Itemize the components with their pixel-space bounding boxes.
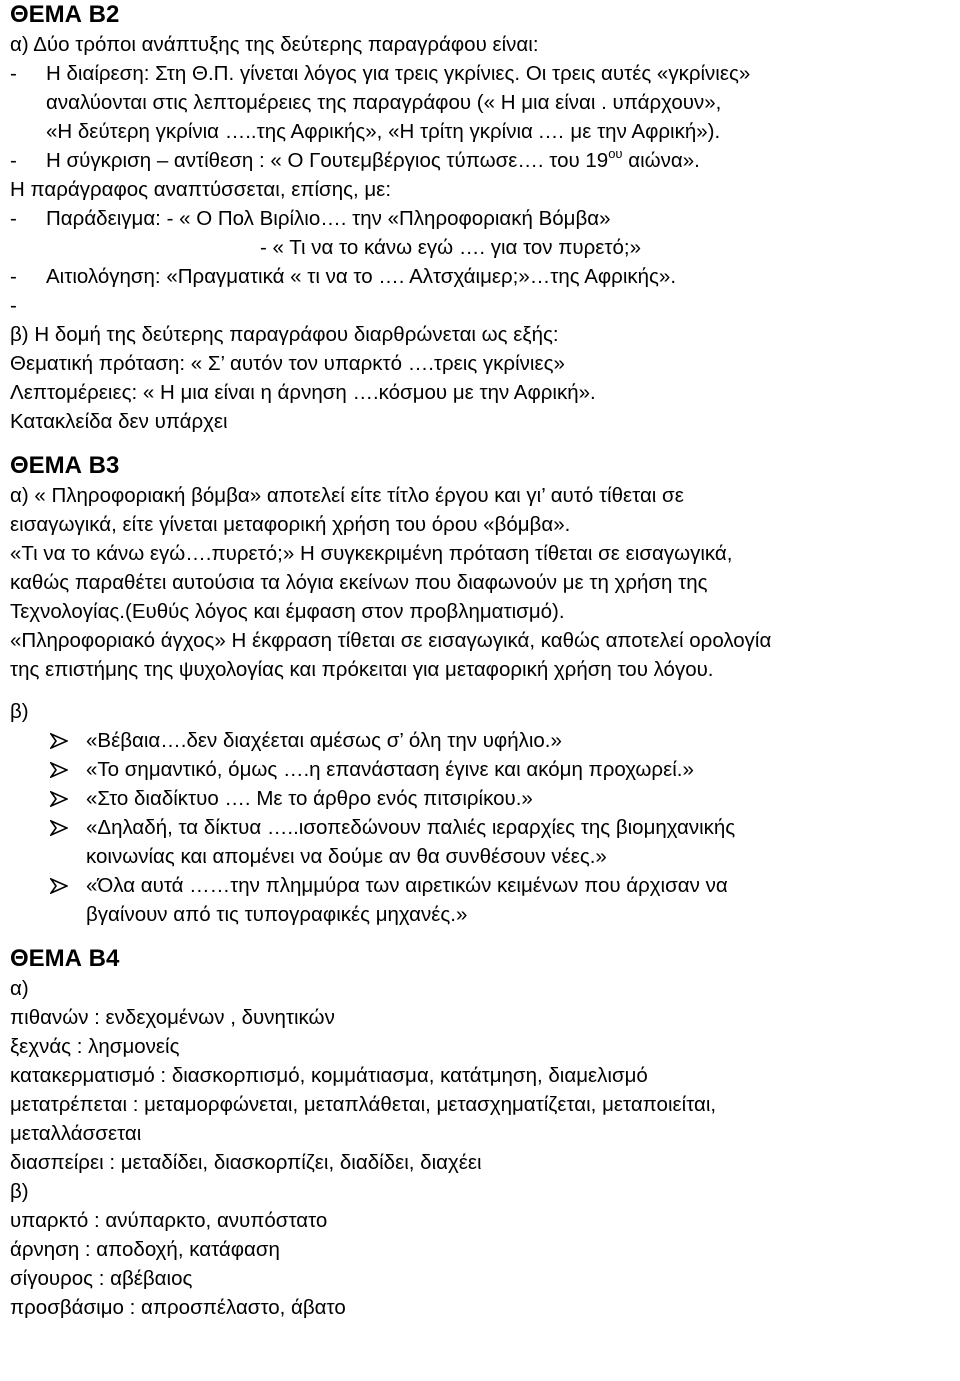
synonym-line: μετατρέπεται : μεταμορφώνεται, μεταπλάθεται, μετασχηματίζεται, μεταποιείται, [10, 1093, 717, 1116]
list-item: «Όλα αυτά ……την πλημμύρα των αιρετικών κειμένων που άρχισαν να βγαίνουν από τις τυπογραφικές μηχανές.» [10, 871, 955, 929]
b2-item-division: - Η διαίρεση: Στη Θ.Π. γίνεται λόγος για τρεις γκρίνιες. Οι τρεις αυτές «γκρίνιες» [10, 59, 955, 88]
b2-details: Λεπτομέρειες: « Η μια είναι η άρνηση ….κόσμου με την Αφρική». [10, 381, 596, 404]
b2-item-division-cont: αναλύονται στις λεπτομέρειες της παραγράφου (« Η μια είναι . υπάρχουν», [46, 91, 722, 114]
heading-b3: ΘΕΜΑ Β3 [10, 452, 120, 479]
antonym-line: σίγουρος : αβέβαιος [10, 1267, 193, 1290]
b2-conclusion: Κατακλείδα δεν υπάρχει [10, 410, 228, 433]
synonym-line: πιθανών : ενδεχομένων , δυνητικών [10, 1006, 335, 1029]
dash-marker: - [10, 62, 17, 85]
heading-b2: ΘΕΜΑ Β2 [10, 1, 120, 28]
b2-also: Η παράγραφος αναπτύσσεται, επίσης, με: [10, 178, 392, 201]
antonym-line: προσβάσιμο : απροσπέλαστο, άβατο [10, 1296, 346, 1319]
synonym-line: διασπείρει : μεταδίδει, διασκορπίζει, διαδίδει, διαχέει [10, 1151, 482, 1174]
synonym-line: κατακερματισμό : διασκορπισμό, κομμάτιασμα, κατάτμηση, διαμελισμό [10, 1064, 648, 1087]
document-page [10, 0, 955, 1322]
arrow-bullet-icon [50, 762, 68, 778]
b2-b-intro: β) Η δομή της δεύτερης παραγράφου διαρθρώνεται ως εξής: [10, 323, 559, 346]
b2-item-reason: - Αιτιολόγηση: «Πραγματικά « τι να το …. Αλτσχάιμερ;»…της Αφρικής». [10, 262, 955, 291]
b3-b-label: β) [10, 700, 29, 723]
arrow-bullet-icon [50, 820, 68, 836]
antonym-line: άρνηση : αποδοχή, κατάφαση [10, 1238, 280, 1261]
b3-p3-cont: της επιστήμης της ψυχολογίας και πρόκειται για μεταφορική χρήση του λόγου. [10, 658, 714, 681]
b4-a-label: α) [10, 977, 29, 1000]
arrow-bullet-icon [50, 791, 68, 807]
b3-p2: «Τι να το κάνω εγώ….πυρετό;» Η συγκεκριμένη πρόταση τίθεται σε εισαγωγικά, [10, 542, 733, 565]
list-item: «Στο διαδίκτυο …. Με το άρθρο ενός πιτσιρίκου.» [10, 784, 955, 813]
heading-b4: ΘΕΜΑ Β4 [10, 945, 120, 972]
list-item: «Βέβαια….δεν διαχέεται αμέσως σ’ όλη την υφήλιο.» [10, 726, 955, 755]
arrow-bullet-icon [50, 733, 68, 749]
b2-a-intro: α) Δύο τρόποι ανάπτυξης της δεύτερης παραγράφου είναι: [10, 33, 539, 56]
b3-p3: «Πληροφοριακό άγχος» Η έκφραση τίθεται σε εισαγωγικά, καθώς αποτελεί ορολογία [10, 629, 772, 652]
b3-p1: α) « Πληροφοριακή βόμβα» αποτελεί είτε τίτλο έργου και γι’ αυτό τίθεται σε [10, 484, 684, 507]
b2-thematic: Θεματική πρόταση: « Σ’ αυτόν τον υπαρκτό ….τρεις γκρίνιες» [10, 352, 565, 375]
b3-p2-cont: καθώς παραθέτει αυτούσια τα λόγια εκείνων που διαφωνούν με τη χρήση της [10, 571, 708, 594]
b2-item-example-cont: - « Τι να το κάνω εγώ …. για τον πυρετό;» [260, 236, 642, 259]
b2-empty-dash: - [10, 294, 17, 317]
b3-p2-cont: Τεχνολογίας.(Ευθύς λόγος και έμφαση στον προβληματισμό). [10, 600, 565, 623]
dash-marker: - [10, 265, 17, 288]
antonym-line: υπαρκτό : ανύπαρκτο, ανυπόστατο [10, 1209, 328, 1232]
synonym-line: ξεχνάς : λησμονείς [10, 1035, 180, 1058]
list-item: «Το σημαντικό, όμως ….η επανάσταση έγινε και ακόμη προχωρεί.» [10, 755, 955, 784]
dash-marker: - [10, 149, 17, 172]
synonym-line: μεταλλάσσεται [10, 1122, 142, 1145]
superscript: ου [608, 146, 623, 161]
b3-p1-cont: εισαγωγικά, είτε γίνεται μεταφορική χρήση του όρου «βόμβα». [10, 513, 571, 536]
b2-item-comparison: - Η σύγκριση – αντίθεση : « Ο Γουτεμβέργιος τύπωσε…. του $19^{o\upsilon}$ αιώνα». [10, 146, 955, 175]
list-item: «Δηλαδή, τα δίκτυα …..ισοπεδώνουν παλιές ιεραρχίες της βιομηχανικής κοινωνίας και απομένει να δούμε αν θα συνθέσουν νέες.» [10, 813, 955, 871]
dash-marker: - [10, 207, 17, 230]
b4-b-label: β) [10, 1180, 29, 1203]
b2-item-example: - Παράδειγμα: - « Ο Πολ Βιρίλιο…. την «Πληροφοριακή Βόμβα» [10, 204, 955, 233]
arrow-bullet-icon [50, 878, 68, 894]
b2-item-division-cont: «Η δεύτερη γκρίνια …..της Αφρικής», «Η τρίτη γκρίνια .… με την Αφρική»). [46, 120, 721, 143]
